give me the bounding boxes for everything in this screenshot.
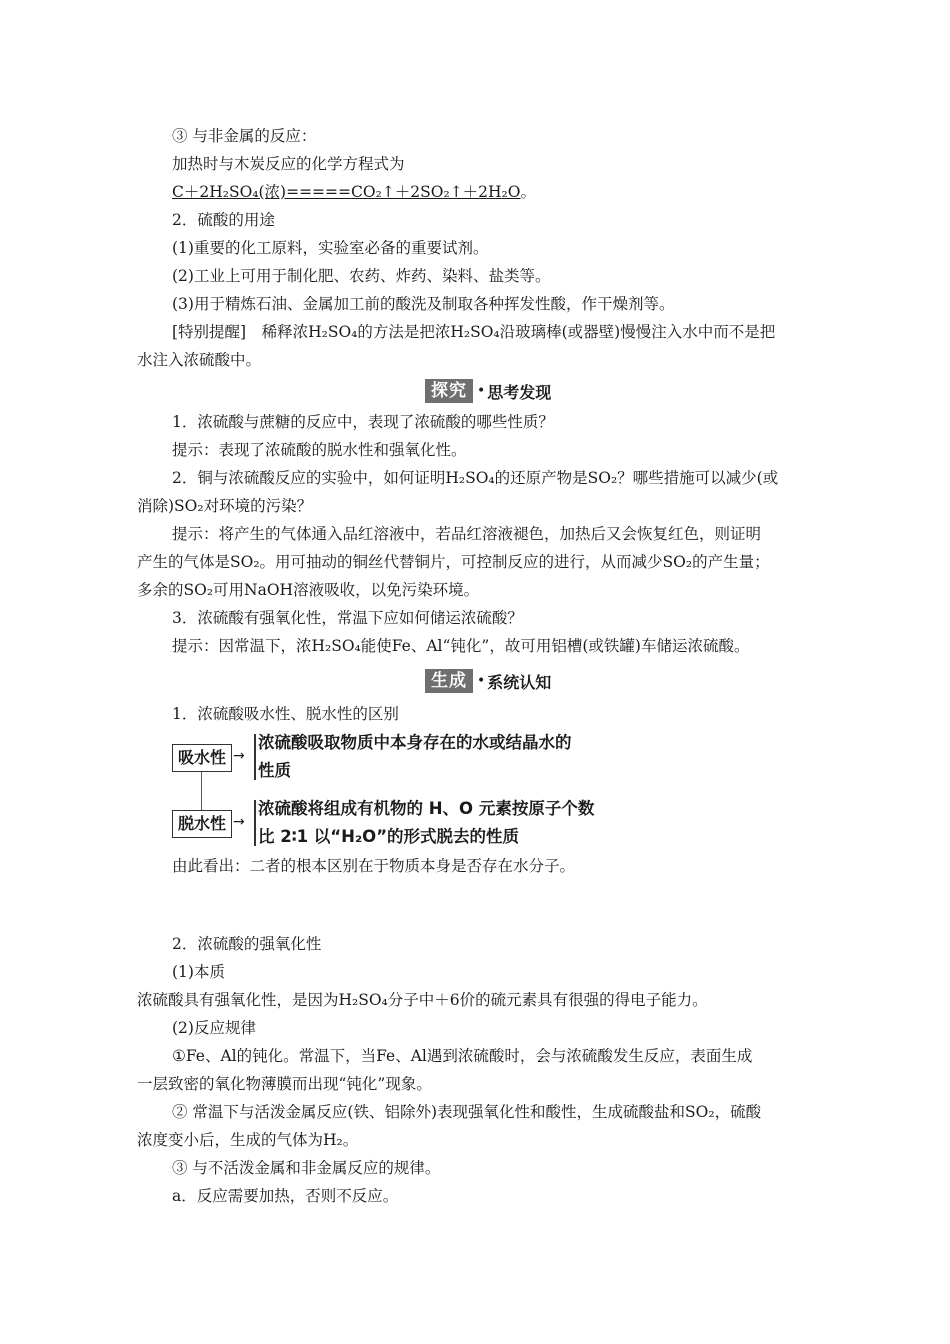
text-line: (1)重要的化工原料，实验室必备的重要试剂。 bbox=[172, 239, 489, 257]
equation bbox=[172, 182, 536, 202]
section-heading: 2．硫酸的用途 bbox=[172, 211, 275, 229]
formula: C＋2H₂SO₄(浓)=====CO₂↑＋2SO₂↑＋2H₂O bbox=[172, 183, 521, 201]
banner-dot: • bbox=[477, 383, 486, 399]
question: 3．浓硫酸有强氧化性，常温下应如何储运浓硫酸？ bbox=[172, 609, 523, 627]
text-line: 一层致密的氧化物薄膜而出现“钝化”现象。 bbox=[137, 1075, 432, 1093]
question: 消除)SO₂对环境的污染？ bbox=[137, 497, 313, 515]
text-line: [特别提醒] 稀释浓H₂SO₄的方法是把浓H₂SO₄沿玻璃棒(或器壁)慢慢注入水中而不是把 bbox=[172, 323, 776, 341]
section-heading: 1．浓硫酸吸水性、脱水性的区别 bbox=[172, 705, 399, 723]
arrow-icon: → bbox=[233, 748, 245, 764]
box-water-absorption: 吸水性 bbox=[172, 744, 232, 772]
section-heading: 2．浓硫酸的强氧化性 bbox=[172, 935, 322, 953]
text-line: ①Fe、Al的钝化。常温下，当Fe、Al遇到浓硫酸时，会与浓硫酸发生反应，表面生成 bbox=[172, 1047, 753, 1065]
subheading: (1)本质 bbox=[172, 963, 225, 981]
banner-subtitle: 思考发现 bbox=[487, 382, 552, 402]
banner-dot: • bbox=[477, 673, 486, 689]
text-line: 浓度变小后，生成的气体为H₂。 bbox=[137, 1131, 359, 1149]
connector-line bbox=[201, 772, 202, 810]
text-line: a．反应需要加热，否则不反应。 bbox=[172, 1187, 399, 1205]
definition-line: 浓硫酸将组成有机物的 H、O 元素按原子个数 bbox=[258, 799, 595, 818]
box-dehydration: 脱水性 bbox=[172, 810, 232, 838]
definition-line: 浓硫酸吸取物质中本身存在的水或结晶水的 bbox=[258, 733, 572, 752]
bracket bbox=[254, 734, 256, 780]
answer: 多余的SO₂可用NaOH溶液吸收，以免污染环境。 bbox=[137, 581, 480, 599]
section-banner-explore bbox=[425, 378, 551, 404]
banner-subtitle: 系统认知 bbox=[487, 672, 552, 692]
answer: 提示：因常温下，浓H₂SO₄能使Fe、Al“钝化”，故可用铝槽(或铁罐)车储运浓硫酸。 bbox=[172, 637, 750, 655]
conclusion: 由此看出：二者的根本区别在于物质本身是否存在水分子。 bbox=[172, 857, 576, 875]
definition-line: 性质 bbox=[258, 761, 291, 780]
text-line: (3)用于精炼石油、金属加工前的酸洗及制取各种挥发性酸，作干燥剂等。 bbox=[172, 295, 675, 313]
definition-line: 比 2∶1 以“H₂O”的形式脱去的性质 bbox=[258, 827, 520, 846]
banner-tag: 生成 bbox=[425, 669, 473, 693]
answer: 提示：表现了浓硫酸的脱水性和强氧化性。 bbox=[172, 441, 467, 459]
text-line: 浓硫酸具有强氧化性，是因为H₂SO₄分子中＋6价的硫元素具有很强的得电子能力。 bbox=[137, 991, 708, 1009]
answer: 提示：将产生的气体通入品红溶液中，若品红溶液褪色，加热后又会恢复红色，则证明 bbox=[172, 525, 762, 543]
text-line: ③ 与非金属的反应： bbox=[172, 127, 317, 145]
text-line: (2)工业上可用于制化肥、农药、炸药、染料、盐类等。 bbox=[172, 267, 551, 285]
subheading: (2)反应规律 bbox=[172, 1019, 256, 1037]
banner-tag: 探究 bbox=[425, 379, 473, 403]
section-banner-system bbox=[425, 668, 551, 694]
formula-end: 。 bbox=[520, 183, 536, 201]
text-line: 加热时与木炭反应的化学方程式为 bbox=[172, 155, 405, 173]
text-line: 水注入浓硫酸中。 bbox=[137, 351, 262, 369]
question: 1．浓硫酸与蔗糖的反应中，表现了浓硫酸的哪些性质？ bbox=[172, 413, 554, 431]
bracket bbox=[254, 800, 256, 846]
text-line: ③ 与不活泼金属和非金属反应的规律。 bbox=[172, 1159, 441, 1177]
answer: 产生的气体是SO₂。用可抽动的铜丝代替铜片，可控制反应的进行，从而减少SO₂的产生量； bbox=[137, 553, 770, 571]
text-line: ② 常温下与活泼金属反应(铁、铝除外)表现强氧化性和酸性，生成硫酸盐和SO₂，硫酸 bbox=[172, 1103, 762, 1121]
question: 2．铜与浓硫酸反应的实验中，如何证明H₂SO₄的还原产物是SO₂？哪些措施可以减少(或 bbox=[172, 469, 779, 487]
arrow-icon: → bbox=[233, 814, 245, 830]
